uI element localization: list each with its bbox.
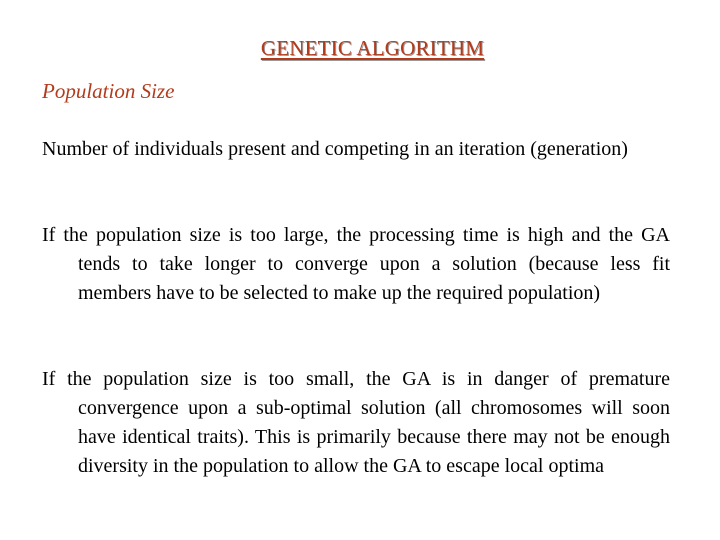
section-subtitle: Population Size [42, 79, 175, 103]
paragraph-large-population: If the population size is too large, the processing time is high and the GA tends to take longer to converge upon a solution (because less fit members have to be selected to make up the required population) [42, 224, 670, 304]
paragraph-small-population: If the population size is too small, the GA is in danger of premature convergence upon a sub-optimal solution (all chromosomes will soon have identical traits). This is primarily because there may not be enough diversity in the population to allow the GA to escape local optima [42, 368, 670, 477]
paragraph-definition: Number of individuals present and competing in an iteration (generation) [42, 138, 628, 160]
slide-title: GENETIC ALGORITHM [260, 36, 485, 60]
